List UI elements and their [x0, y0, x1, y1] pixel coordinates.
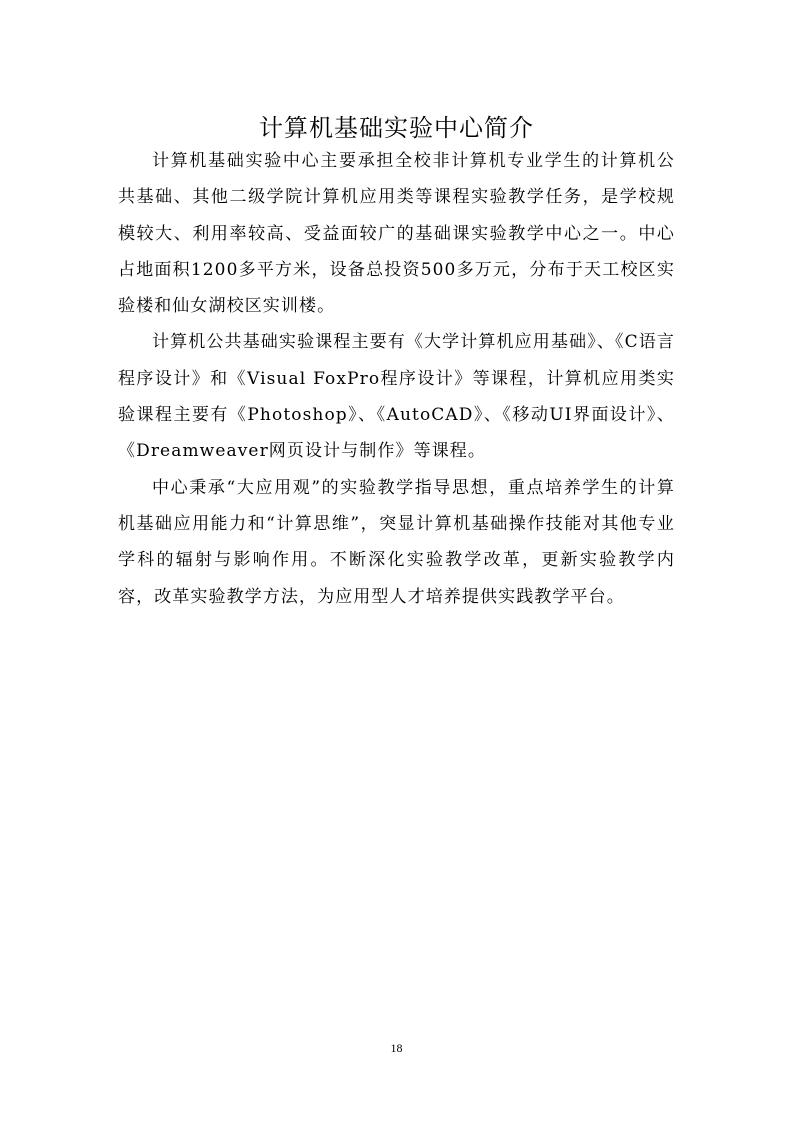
page-title: 计算机基础实验中心简介 [259, 114, 534, 143]
paragraph-courses: 计算机公共基础实验课程主要有《大学计算机应用基础》、《C语言程序设计》和《Visual FoxPro程序设计》等课程，计算机应用类实验课程主要有《Photoshop》、《AutoCAD》、《移动UI界面设计》、《Dreamweaver网页设计与制作》等课程。 [118, 332, 675, 462]
page-number: 18 [390, 1041, 403, 1055]
paragraph-philosophy: 中心秉承“大应用观”的实验教学指导思想，重点培养学生的计算机基础应用能力和“计算思维”，突显计算机基础操作技能对其他专业学科的辐射与影响作用。不断深化实验教学改革，更新实验教学内容，改革实验教学方法，为应用型人才培养提供实践教学平台。 [118, 477, 675, 607]
document-body [118, 143, 675, 615]
paragraph-intro: 计算机基础实验中心主要承担全校非计算机专业学生的计算机公共基础、其他二级学院计算机应用类等课程实验教学任务，是学校规模较大、利用率较高、受益面较广的基础课实验教学中心之一。中心占地面积1200多平方米，设备总投资500多万元，分布于天工校区实验楼和仙女湖校区实训楼。 [118, 151, 675, 317]
